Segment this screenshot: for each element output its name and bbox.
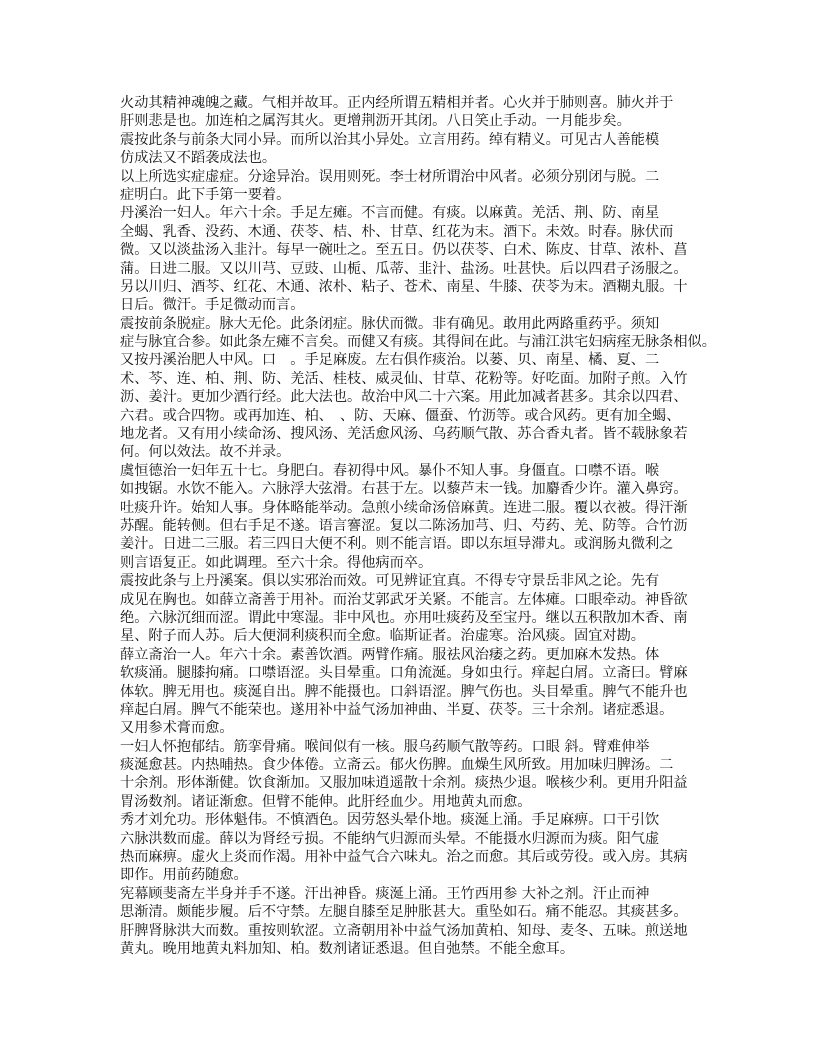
text-line: 日后。微汗。手足微动而言。: [120, 297, 305, 314]
text-line: 热而麻痹。虚火上炎而作渴。用补中益气合六味丸。治之而愈。其后或劳役。或入房。其病: [120, 849, 688, 866]
text-line: 肝则悲是也。加连柏之属泻其火。更增荆沥开其闭。八日笑止手动。一月能步矣。: [120, 113, 631, 130]
text-line: 何。何以效法。故不并录。: [120, 444, 291, 461]
text-line: 地龙者。又有用小续命汤、搜风汤、羌活愈风汤、乌药顺气散、苏合香丸者。皆不载脉象若: [120, 426, 688, 443]
text-line: 全蝎、乳香、没药、木通、茯苓、桔、朴、甘草、红花为末。酒下。未效。时春。脉伏而: [120, 223, 674, 240]
text-line: 姜汁。日进二三服。若三四日大便不利。则不能言语。即以东垣导滞丸。或润肠丸微利之: [120, 536, 674, 553]
text-line: 绝。六脉沉细而涩。谓此中寒湿。非中风也。亦用吐痰药及至宝丹。继以五积散加木香、南: [120, 609, 688, 626]
document-page: [120, 94, 716, 958]
text-line: 震按此条与前条大同小异。而所以治其小异处。立言用药。绰有精义。可见古人善能模: [120, 131, 660, 148]
text-line: 如拽锯。水饮不能入。六脉浮大弦滑。右甚于左。以藜芦末一钱。加麝香少许。灌入鼻窍。: [120, 481, 688, 498]
text-line: 震按此条与上丹溪案。俱以实邪治而效。可见辨证宜真。不得专守景岳非风之论。先有: [120, 573, 660, 590]
text-line: 症与脉宜合参。如此条左瘫不言矣。而健又有痰。其得间在此。与浦江洪宅妇病痓无脉条相似。: [120, 334, 716, 351]
text-line: 微。又以淡盐汤入韭汁。每早一碗吐之。至五日。仍以茯苓、白术、陈皮、甘草、浓朴、菖: [120, 242, 688, 259]
text-line: 苏醒。能转侧。但右手足不遂。语言謇涩。复以二陈汤加芎、归、芍药、羌、防等。合竹沥: [120, 517, 688, 534]
text-line: 震按前条脱症。脉大无伦。此条闭症。脉伏而微。非有确见。敢用此两路重药乎。须知: [120, 315, 660, 332]
text-line: 星、附子而人苏。后大便洞利痰积而全愈。临斯证者。治虚寒。治风痰。固宜对勘。: [120, 628, 645, 645]
text-line: 吐痰升许。始知人事。身体略能举动。急煎小续命汤倍麻黄。连进二服。覆以衣被。得汗渐: [120, 499, 688, 516]
text-line: 又用参术膏而愈。: [120, 720, 234, 737]
text-line: 术、芩、连、柏、荆、防、羌活、桂枝、威灵仙、甘草、花粉等。好吃面。加附子煎。入竹: [120, 370, 688, 387]
text-line: 痒起白屑。脾气不能荣也。遂用补中益气汤加神曲、半夏、茯苓。三十余剂。诸症悉退。: [120, 701, 674, 718]
text-line: 蒲。日进二服。又以川芎、豆豉、山栀、瓜蒂、韭汁、盐汤。吐甚快。后以四君子汤服之。: [120, 260, 688, 277]
text-line: 成见在胸也。如薛立斋善于用补。而治艾郭武牙关紧。不能言。左体瘫。口眼牵动。神昏欲: [120, 591, 688, 608]
text-line: 火动其精神魂魄之藏。气相并故耳。正内经所谓五精相并者。心火并于肺则喜。肺火并于: [120, 95, 674, 111]
text-line: 软痰涌。腿膝拘痛。口噤语涩。头目晕重。口角流涎。身如虫行。痒起白屑。立斋曰。臂麻: [120, 665, 688, 682]
text-line: 一妇人怀抱郁结。筋挛骨痛。喉间似有一核。服乌药顺气散等药。口眼 斜。臂难伸举: [120, 738, 650, 755]
text-line: 又按丹溪治肥人中风。口 。手足麻废。左右俱作痰治。以蒌、贝、南星、橘、夏、二: [120, 352, 660, 369]
text-line: 胃汤数剂。诸证渐愈。但臂不能伸。此肝经血少。用地黄丸而愈。: [120, 793, 532, 810]
text-line: 十余剂。形体渐健。饮食渐加。又服加味逍遥散十余剂。痰热少退。喉核少利。更用升阳益: [120, 775, 688, 792]
text-line: 痰涎愈甚。内热晡热。食少体倦。立斋云。郁火伤脾。血燥生风所致。用加味归脾汤。二: [120, 757, 674, 774]
text-line: 宪幕顾斐斋左半身并手不遂。汗出神昏。痰涎上涌。王竹西用参 大补之剂。汗止而神: [120, 885, 650, 902]
text-line: 仿成法又不蹈袭成法也。: [120, 150, 277, 167]
text-line: 沥、姜汁。更加少酒行经。此大法也。故治中风二十六案。用此加减者甚多。其余以四君、: [120, 389, 688, 406]
text-line: 黄丸。晚用地黄丸料加知、柏。数剂诸证悉退。但自弛禁。不能全愈耳。: [120, 940, 575, 957]
text-line: 六君。或合四物。或再加连、柏、 、防、天麻、僵蚕、竹沥等。或合风药。更有加全蝎、: [120, 407, 681, 424]
text-line: 则言语复正。如此调理。至六十余。得他病而卒。: [120, 554, 433, 571]
text-line: 薛立斋治一人。年六十余。素善饮酒。两臂作痛。服祛风治痿之药。更加麻木发热。体: [120, 646, 660, 663]
text-line: 以上所选实症虚症。分途异治。误用则死。李士材所谓治中风者。必须分别闭与脱。二: [120, 168, 660, 185]
text-line: 症明白。此下手第一要着。: [120, 186, 291, 203]
text-line: 丹溪治一妇人。年六十余。手足左瘫。不言而健。有痰。以麻黄。羌活、荆、防、南星: [120, 205, 660, 222]
text-line: 体软。脾无用也。痰涎自出。脾不能摄也。口斜语涩。脾气伤也。头目晕重。脾气不能升也: [120, 683, 688, 700]
text-line: 即作。用前药随愈。: [120, 867, 248, 884]
text-line: 虞恒德治一妇年五十七。身肥白。春初得中风。暴仆不知人事。身僵直。口噤不语。喉: [120, 462, 660, 479]
text-line: 秀才刘允功。形体魁伟。不慎酒色。因劳怒头晕仆地。痰涎上涌。手足麻痹。口干引饮: [120, 812, 660, 829]
text-line: 六脉洪数而虚。薛以为肾经亏损。不能纳气归源而头晕。不能摄水归源而为痰。阳气虚: [120, 830, 660, 847]
text-line: 另以川归、酒芩、红花、木通、浓朴、粘子、苍术、南星、牛膝、茯苓为末。酒糊丸服。十: [120, 278, 688, 295]
text-line: 肝脾肾脉洪大而数。重按则软涩。立斋朝用补中益气汤加黄柏、知母、麦冬、五味。煎送地: [120, 922, 688, 939]
text-line: 思渐清。颇能步履。后不守禁。左腿自膝至足肿胀甚大。重坠如石。痛不能忍。其痰甚多。: [120, 904, 688, 921]
